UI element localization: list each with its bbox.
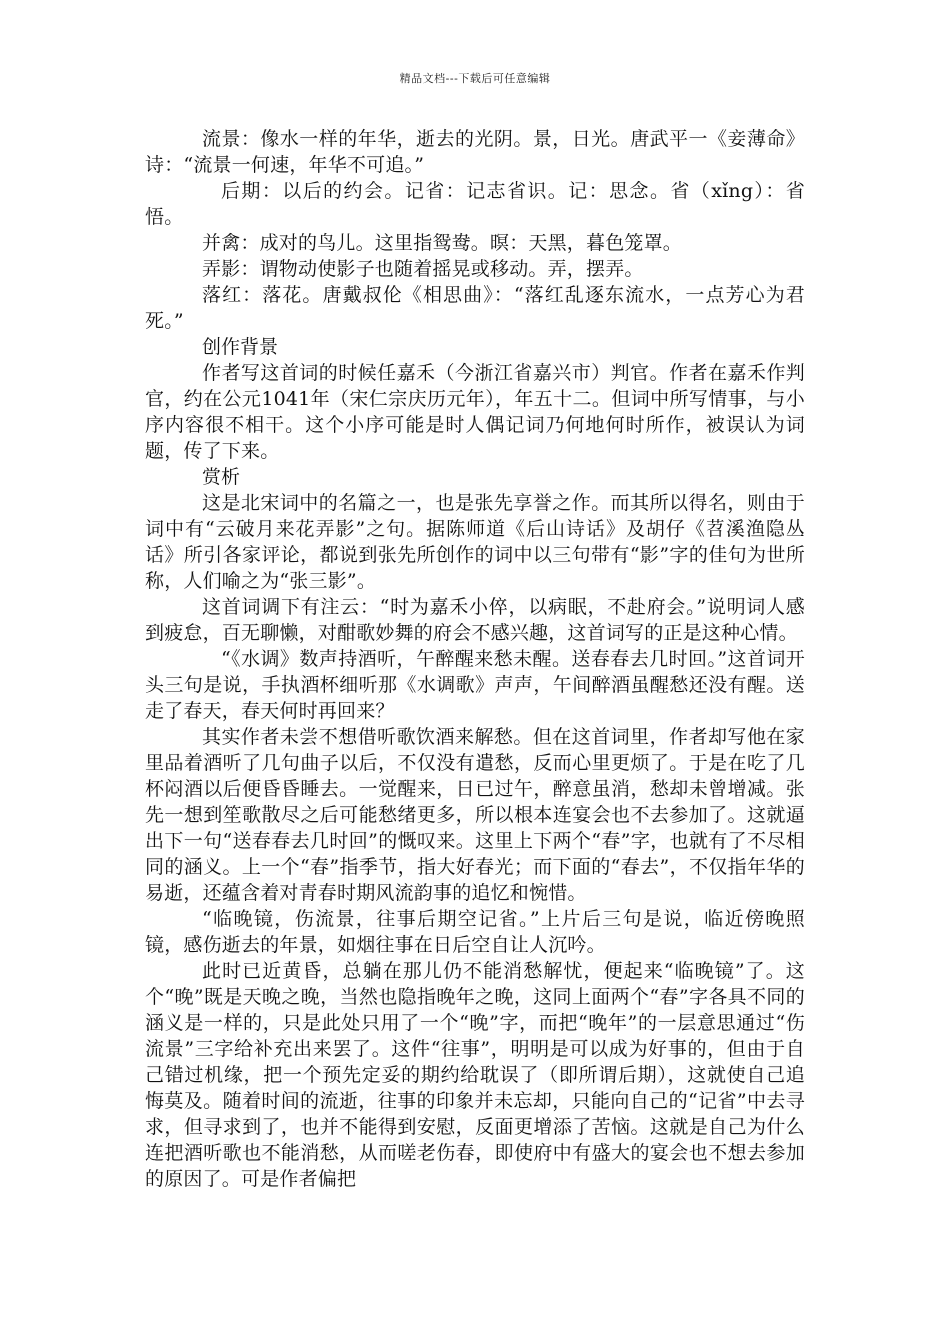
- paragraph-appreciation-1: 这是北宋词中的名篇之一，也是张先享誉之作。而其所以得名，则由于词中有“云破月来花弄影”之句。据陈师道《后山诗话》及胡仔《苕溪渔隐丛话》所引各家评论，都说到张先所创作的词中以三句带有“影”字的佳句为世所称，人们喻之为“张三影”。: [145, 492, 805, 592]
- paragraph-luohong: 落红：落花。唐戴叔伦《相思曲》：“落红乱逐东流水，一点芳心为君死。”: [145, 284, 805, 332]
- page-header: 精品文档---下载后可任意编辑: [399, 72, 551, 85]
- paragraph-background: 作者写这首词的时候任嘉禾（今浙江省嘉兴市）判官。作者在嘉禾作判官，约在公元1041年（宋仁宗庆历元年），年五十二。但词中所写情事，与小序内容很不相干。这个小序可能是时人偶记词乃何地何时所作，被误认为词题，传了下来。: [145, 362, 805, 462]
- paragraph-houqi: 后期：以后的约会。记省：记志省识。记：思念。省（xǐng）：省悟。: [145, 180, 805, 228]
- paragraph-appreciation-2: 这首词调下有注云：“时为嘉禾小倅，以病眠，不赴府会。”说明词人感到疲怠，百无聊懒，对酣歌妙舞的府会不感兴趣，这首词写的正是这种心情。: [145, 596, 805, 644]
- section-heading-appreciation: 赏析: [202, 466, 241, 488]
- paragraph-nongying: 弄影：谓物动使影子也随着摇晃或移动。弄，摆弄。: [202, 258, 644, 280]
- paragraph-liujing: 流景：像水一样的年华，逝去的光阴。景，日光。唐武平一《妾薄命》诗：“流景一何速，年华不可追。”: [145, 128, 805, 176]
- paragraph-bingqin: 并禽：成对的鸟儿。这里指鸳鸯。暝：天黑，暮色笼罩。: [202, 232, 683, 254]
- paragraph-appreciation-5: “临晚镜，伤流景，往事后期空记省。”上片后三句是说，临近傍晚照镜，感伤逝去的年景，如烟往事在日后空自让人沉吟。: [145, 908, 805, 956]
- paragraph-appreciation-4: 其实作者未尝不想借听歌饮酒来解愁。但在这首词里，作者却写他在家里品着酒听了几句曲子以后，不仅没有遣愁，反而心里更烦了。于是在吃了几杯闷酒以后便昏昏睡去。一觉醒来，日已过午，醉意虽消，愁却未曾增减。张先一想到笙歌散尽之后可能愁绪更多，所以根本连宴会也不去参加了。这就逼出下一句“送春春去几时回”的慨叹来。这里上下两个“春”字，也就有了不尽相同的涵义。上一个“春”指季节，指大好春光；而下面的“春去”，不仅指年华的易逝，还蕴含着对青春时期风流韵事的追忆和惋惜。: [145, 726, 805, 904]
- paragraph-appreciation-6: 此时已近黄昏，总躺在那儿仍不能消愁解忧，便起来“临晚镜”了。这个“晚”既是天晚之晚，当然也隐指晚年之晚，这同上面两个“春”字各具不同的涵义是一样的，只是此处只用了一个“晚”字，而把“晚年”的一层意思通过“伤流景”三字给补充出来罢了。这件“往事”，明明是可以成为好事的，但由于自己错过机缘，把一个预先定妥的期约给耽误了（即所谓后期），这就使自己追悔莫及。随着时间的流逝，往事的印象并未忘却，只能向自己的“记省”中去寻求，但寻求到了，也并不能得到安慰，反面更增添了苦恼。这就是自己为什么连把酒听歌也不能消愁，从而嗟老伤春，即使府中有盛大的宴会也不想去参加的原因了。可是作者偏把: [145, 960, 805, 1190]
- document-body: [145, 126, 805, 1192]
- section-heading-background: 创作背景: [202, 336, 279, 358]
- paragraph-appreciation-3: “《水调》数声持酒听，午醉醒来愁未醒。送春春去几时回。”这首词开头三句是说，手执酒杯细听那《水调歌》声声，午间醉酒虽醒愁还没有醒。送走了春天，春天何时再回来？: [145, 648, 805, 722]
